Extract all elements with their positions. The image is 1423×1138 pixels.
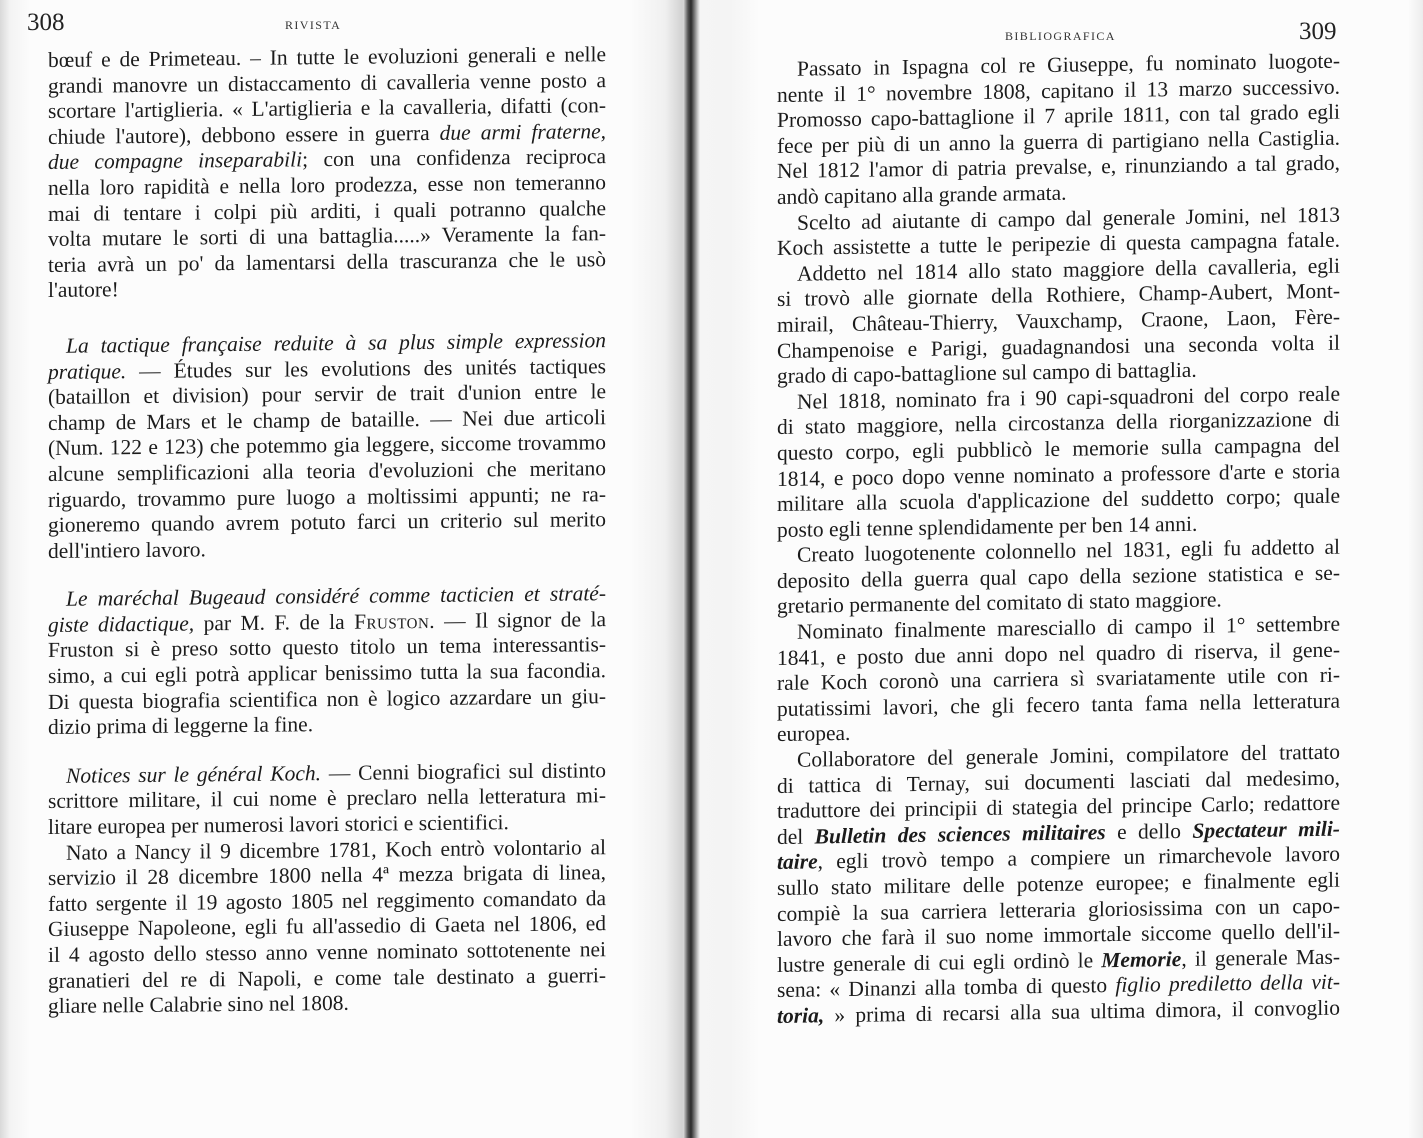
- text-line: Di questa biografia scientifica non è logico azzardare un giu-: [48, 683, 606, 714]
- text-line: Creato luogotenente colonnello nel 1831, egli fu addetto al: [797, 534, 1340, 567]
- text-line: dizio prima di leggerne la fine.: [48, 712, 314, 740]
- paragraph: [48, 42, 606, 304]
- text-line: Koch assistette a tutte le peripezie di questa campagna fatale.: [777, 227, 1340, 261]
- text-segment: chiude l'autore), debbono essere in guerra: [48, 120, 440, 149]
- italic-title: Bulletin des sciences militaires: [814, 819, 1106, 849]
- author-name-small-caps: Fruston: [354, 608, 430, 634]
- paragraph: [48, 758, 606, 841]
- text-line: Scelto ad aiutante di campo dal generale Jomini, nel 1813: [797, 202, 1340, 235]
- paragraph: [48, 835, 606, 1020]
- text-segment: — Études sur les evolutions des unités tactiques: [126, 353, 606, 383]
- text-line: di tattica di Ternay, sui documenti lasciati dal medesimo,: [777, 765, 1340, 798]
- text-line: gliare nelle Calabrie sino nel 1808.: [48, 991, 349, 1019]
- page-number: 309: [1299, 18, 1337, 45]
- text-line: di stato maggiore, nella circostanza della riorganizzazione di: [777, 406, 1340, 440]
- running-head: RIVISTA: [285, 18, 342, 32]
- text-line: (Num. 122 e 123) che potemmo gia leggere, siccome trovammo: [48, 430, 606, 461]
- italic-title: taire: [777, 849, 818, 875]
- text-line: 1814, e poco dopo venne nominato a professore d'arte e storia: [777, 458, 1340, 491]
- text-line: fatto sergente il 19 agosto 1805 nel reggimento comandato da: [48, 885, 606, 916]
- text-line: Promosso capo-battaglione il 7 aprile 1811, con tal grado egli: [777, 99, 1340, 133]
- text-line: riguardo, trovammo pure luogo a moltissimi appunti; ne ra-: [48, 481, 606, 512]
- text-segment: del: [777, 824, 815, 849]
- paragraph: [777, 535, 1340, 620]
- text-line: compiè la sua carriera letteraria gloriosissima con un capo-: [777, 893, 1340, 926]
- text-line: champ de Mars et le champ de bataille. — Nei due articoli: [48, 404, 606, 435]
- text-line: nente il 1° novembre 1808, capitano il 13 marzo successivo.: [777, 74, 1340, 107]
- text-line: il 4 agosto dello stesso anno venne nominato sottotenente nei: [48, 937, 606, 967]
- text-segment: » prima di recarsi alla sua ultima dimora, il convoglio: [824, 995, 1340, 1028]
- italic-title-line: Le maréchal Bugeaud considéré comme tacticien et straté-: [66, 581, 606, 612]
- paragraph: [48, 581, 606, 740]
- text-line: alcune semplificazioni alla teoria d'evoluzioni che meritano: [48, 456, 606, 486]
- text-line: sullo stato militare delle potenze europee; e finalmente egli: [777, 867, 1340, 900]
- paragraph: [777, 612, 1340, 748]
- text-line: simo, a cui egli potrà applicar benissimo tutta la sua facondia.: [48, 658, 606, 689]
- text-line: grado di capo-battaglione sul campo di battaglia.: [777, 357, 1197, 389]
- text-line: fece per più di un anno la guerra di partigiano nella Castiglia.: [777, 125, 1340, 158]
- text-line: deposito della guerra qual capo della sezione statistica e se-: [777, 560, 1340, 593]
- text-line: Addetto nel 1814 allo stato maggiore della cavalleria, egli: [797, 253, 1340, 286]
- text-line: gretario permanente del comitato di stato maggiore.: [777, 587, 1222, 619]
- text-line: si trovò alle giornate della Rothiere, Champ-Aubert, Mont-: [777, 278, 1340, 312]
- paragraph: [777, 740, 1340, 1030]
- text-line: militare alla scuola d'applicazione del suddetto corpo; quale: [777, 483, 1340, 517]
- italic-title-line: La tactique française reduite à sa plus simple expression: [66, 328, 606, 358]
- text-segment: e dello: [1105, 818, 1193, 844]
- text-segment: — Cenni biografici sul distinto: [321, 758, 606, 785]
- italic-title: Memorie: [1101, 946, 1182, 972]
- text-block: [48, 42, 606, 1020]
- running-head: BIBLIOGRAFICA: [1005, 29, 1116, 43]
- text-line: (bataillon et division) pour servir de trait d'union entre le: [48, 379, 606, 410]
- text-segment: . — Il signor de la: [429, 607, 606, 633]
- text-line: teria avrà un po' da lamentarsi della trascuranza che le usò: [48, 246, 606, 277]
- paragraph: [777, 49, 1340, 211]
- italic-quote: toria,: [777, 1003, 825, 1028]
- text-line: posto egli tenne splendidamente per ben 14 anni.: [777, 511, 1198, 542]
- text-line: Nato a Nancy il 9 dicembre 1781, Koch entrò volontario al: [66, 834, 606, 865]
- text-line: bœuf e de Primeteau. – In tutte le evoluzioni generali e nelle: [48, 42, 606, 72]
- text-line: Collaboratore del generale Jomini, compilatore del trattato: [797, 739, 1340, 772]
- text-line: questo corpo, egli pubblicò le memorie sulla campagna del: [777, 432, 1340, 465]
- italic-title: Notices sur le général Koch.: [66, 760, 322, 788]
- text-block: [777, 49, 1340, 1030]
- text-line: traduttore dei principii di stategia del principe Carlo; redattore: [777, 790, 1340, 824]
- text-line: rale Koch coronò una carriera sì svariatamente utile con ri-: [777, 662, 1340, 696]
- book-gutter: [684, 0, 700, 1138]
- text-line: mirail, Château-Thierry, Vauxchamp, Craone, Laon, Fère-: [777, 304, 1340, 337]
- text-line: putatissimi lavori, che gli fecero tanta fama nella letteratura: [777, 688, 1340, 721]
- italic-title: pratique.: [48, 358, 127, 384]
- text-line: gioneremo quando avrem potuto farci un criterio sul merito: [48, 507, 606, 538]
- text-segment: , egli trovò tempo a compiere un rimarchevole lavoro: [817, 842, 1340, 874]
- text-line: scortare l'artiglieria. « L'artiglieria e la cavalleria, difatti (con-: [48, 93, 606, 124]
- page-number: 308: [27, 9, 65, 36]
- text-line: 1841, e posto due anni dopo nel quadro di riserva, il gene-: [777, 637, 1340, 670]
- italic-phrase: due armi fraterne,: [439, 118, 606, 145]
- italic-phrase: due compagne inseparabili: [48, 147, 303, 175]
- italic-title: giste didactique,: [48, 611, 195, 637]
- text-line: granatieri del re di Napoli, e come tale destinato a guerri-: [48, 962, 606, 993]
- text-line: dell'intiero lavoro.: [48, 537, 206, 563]
- text-segment: , il generale Mas-: [1181, 944, 1341, 971]
- text-line: Nel 1812 l'amor di patria prevalse, e, rinunziando a tal grado,: [777, 151, 1340, 184]
- text-line: Nel 1818, nominato fra i 90 capi-squadroni del corpo reale: [797, 381, 1340, 414]
- text-line: mai di tentare i colpi più arditi, i quali potranno qualche: [48, 195, 606, 226]
- text-segment: lustre generale di cui egli ordinò le: [777, 947, 1102, 977]
- text-line: servizio il 28 dicembre 1800 nella 4ª mezza brigata di linea,: [48, 860, 606, 891]
- text-segment: ; con una confidenza reciproca: [302, 144, 606, 172]
- text-line: scrittore militare, il cui nome è preclaro nella letteratura mi-: [48, 783, 606, 814]
- text-line: Fruston si è preso sotto questo titolo un tema interessantis-: [48, 632, 606, 663]
- text-line: andò capitano alla grande armata.: [777, 180, 1067, 209]
- text-segment: par M. F. de la: [194, 609, 355, 636]
- text-line: litare europea per numerosi lavori storici e scientifici.: [48, 810, 509, 840]
- text-line: volta mutare le sorti di una battaglia.....» Veramente la fan-: [48, 221, 606, 252]
- text-line: Giuseppe Napoleone, egli fu all'assedio di Gaeta nel 1806, ed: [48, 911, 606, 942]
- text-segment: sena: « Dinanzi alla tomba di questo: [777, 973, 1116, 1003]
- text-line: Passato in Ispagna col re Giuseppe, fu nominato luogote-: [797, 48, 1340, 81]
- text-line: grandi manovre un distaccamento di cavalleria venne posto a: [48, 67, 606, 98]
- text-line: Champenoise e Parigi, guadagnandosi una seconda volta il: [777, 330, 1340, 363]
- italic-title: Spectateur mili-: [1192, 816, 1340, 843]
- paragraph: [777, 202, 1340, 262]
- italic-quote: figlio prediletto della vit-: [1115, 970, 1340, 998]
- text-line: Nominato finalmente maresciallo di campo il 1° settembre: [797, 611, 1340, 644]
- paragraph: [777, 253, 1340, 389]
- text-line: lavoro che farà il suo nome immortale siccome quello dell'il-: [777, 918, 1340, 952]
- paragraph: [48, 328, 606, 564]
- paragraph: [777, 381, 1340, 543]
- text-line: nella loro rapidità e nella loro prodezza, esse non temeranno: [48, 170, 606, 200]
- text-line: europea.: [777, 721, 851, 747]
- text-line: l'autore!: [48, 277, 119, 303]
